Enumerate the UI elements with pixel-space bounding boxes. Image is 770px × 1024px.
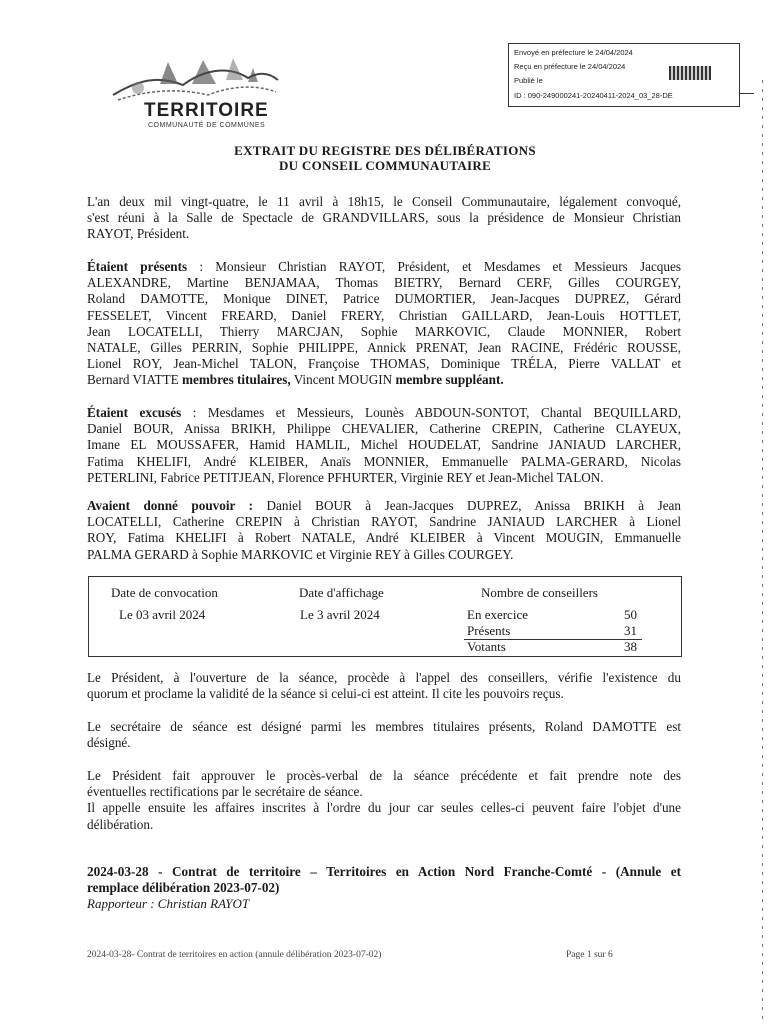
- deliberation-title-line: remplace délibération 2023-07-02): [87, 880, 280, 895]
- intro-paragraph: [87, 194, 681, 243]
- body-line: Le Président, à l'ouverture de la séance, procède à l'appel des conseillers, vérifie l'existence du: [87, 670, 681, 685]
- scan-edge: [762, 80, 763, 1020]
- votants-label: Votants: [467, 639, 506, 654]
- body-line: quorum et proclame la validité de la séance si celui-ci est atteint. Il cite les pouvoirs reçus.: [87, 686, 564, 702]
- excuses-paragraph: [87, 405, 681, 486]
- page-title: EXTRAIT DU REGISTRE DES DÉLIBÉRATIONS: [234, 143, 536, 158]
- appel-paragraph: [87, 670, 681, 702]
- convocation-date: Le 03 avril 2024: [119, 607, 206, 622]
- excuses-line: Daniel BOUR, Anissa BRIKH, Philippe CHEVALIER, Catherine CREPIN, Catherine CLAYEUX,: [87, 421, 681, 437]
- affichage-date: Le 3 avril 2024: [300, 607, 380, 622]
- presents-line: Roland DAMOTTE, Monique DINET, Patrice DUMORTIER, Jean-Jacques DUPREZ, Gérard: [87, 291, 681, 307]
- body-line: désigné.: [87, 735, 131, 751]
- presents-line: [87, 259, 681, 275]
- excuses-label: Étaient excusés: [87, 405, 182, 420]
- territoire-logo: [108, 50, 283, 135]
- divider: [740, 93, 754, 94]
- presents-count-value: 31: [624, 623, 637, 638]
- presents-count-label: Présents: [467, 623, 511, 638]
- presents-line: FESSELET, Vincent FREARD, Daniel FRERY, Christian GAILLARD, Jean-Louis HOTTLET,: [87, 307, 681, 323]
- logo-name: TERRITOIRE: [144, 100, 269, 121]
- deliberation-title-line: 2024-03-28 - Contrat de territoire – Territoires en Action Nord Franche-Comté - (Annule et: [87, 864, 681, 879]
- exercice-label: En exercice: [467, 607, 528, 622]
- stamp-sent: Envoyé en préfecture le 24/04/2024: [514, 48, 633, 57]
- secretaire-paragraph: [87, 719, 681, 751]
- page-number: Page 1 sur 6: [566, 950, 613, 960]
- presents-label: Étaient présents: [87, 259, 188, 274]
- presents-text: Vincent MOUGIN: [290, 372, 396, 388]
- stamp-received: Reçu en préfecture le 24/04/2024: [514, 62, 626, 71]
- conseillers-header: Nombre de conseillers: [481, 585, 598, 600]
- convocation-header: Date de convocation: [111, 585, 218, 600]
- deliberation-title: [87, 864, 681, 896]
- body-line: Il appelle ensuite les affaires inscrites à l'ordre du jour car seules celles-ci peuvent faire l'objet d'une: [87, 800, 681, 816]
- body-line: délibération.: [87, 816, 154, 832]
- presents-line: NATALE, Gilles PERRIN, Sophie PHILIPPE, Annick PRENAT, Jean RACINE, Frédéric ROUSSE,: [87, 340, 681, 356]
- prefecture-stamp: [508, 43, 740, 107]
- exercice-value: 50: [624, 607, 637, 622]
- logo-landscape-icon: [108, 50, 283, 105]
- pouvoirs-line: ROY, Fatima KHELIFI à Robert NATALE, André KLEIBER à Vincent MOUGIN, Emmanuelle: [87, 530, 681, 546]
- suppleant-label: membre suppléant.: [395, 372, 504, 388]
- presents-line: Jean LOCATELLI, Thierry MARCJAN, Sophie MARKOVIC, Claude MONNIER, Robert: [87, 323, 681, 339]
- presents-line: Lionel ROY, Jean-Michel TALON, Françoise THOMAS, Dominique TRÉLA, Pierre VALLAT et: [87, 356, 681, 372]
- excuses-text: : Mesdames et Messieurs, Lounès ABDOUN-SONTOT, Chantal BEQUILLARD,: [181, 405, 681, 420]
- excuses-line: Imane EL MOUSSAFER, Hamid HAMLIL, Michel HOUDELAT, Sandrine JANIAUD LARCHER,: [87, 437, 681, 453]
- presents-paragraph: [87, 259, 681, 389]
- pouvoirs-text: Daniel BOUR à Jean-Jacques DUPREZ, Anissa BRIKH à Jean: [253, 498, 681, 513]
- logo-subtitle: COMMUNAUTÉ DE COMMUNES: [148, 122, 266, 129]
- pouvoirs-label: Avaient donné pouvoir :: [87, 498, 254, 513]
- body-line: Le Président fait approuver le procès-verbal de la séance précédente et fait prendre note des: [87, 768, 681, 783]
- affichage-header: Date d'affichage: [299, 585, 384, 600]
- rapporteur: Rapporteur : Christian RAYOT: [87, 896, 250, 911]
- excuses-line: Fatima KHELIFI, André KLEIBER, Anaïs MONNIER, Emmanuelle PALMA-GERARD, Nicolas: [87, 453, 681, 469]
- titulaires-label: membres titulaires,: [181, 372, 291, 388]
- pouvoirs-line: PALMA GERARD à Sophie MARKOVIC et Virginie REY à Gilles COURGEY.: [87, 546, 514, 562]
- convocation-table: [88, 576, 682, 657]
- excuses-line: [87, 405, 681, 421]
- body-line: Le secrétaire de séance est désigné parmi les membres titulaires présents, Roland DAMOTTE est: [87, 719, 681, 734]
- votants-value: 38: [624, 639, 637, 654]
- presents-text: Bernard VIATTE: [87, 372, 182, 388]
- presents-line: ALEXANDRE, Martine BENJAMAA, Thomas BIETRY, Bernard CERF, Gilles COURGEY,: [87, 275, 681, 291]
- pouvoirs-line: [87, 498, 681, 514]
- barcode-icon: [669, 66, 711, 80]
- footer-reference: 2024-03-28- Contrat de territoires en action (annule délibération 2023-07-02): [87, 950, 382, 960]
- stamp-id: ID : 090-249000241-20240411-2024_03_28-DE: [514, 91, 673, 100]
- page-subtitle: DU CONSEIL COMMUNAUTAIRE: [278, 158, 492, 173]
- presents-text: : Monsieur Christian RAYOT, Président, et Mesdames et Messieurs Jacques: [187, 259, 681, 274]
- intro-line: RAYOT, Président.: [87, 226, 190, 242]
- proces-verbal-paragraph: [87, 768, 681, 833]
- intro-line: L'an deux mil vingt-quatre, le 11 avril à 18h15, le Conseil Communautaire, légalement convoqué,: [87, 194, 681, 209]
- excuses-line: PETERLINI, Fabrice PETITJEAN, Florence PFHURTER, Virginie REY et Jean-Michel TALON.: [87, 469, 604, 485]
- intro-line: s'est réuni à la Salle de Spectacle de GRANDVILLARS, sous la présidence de Monsieur Christian: [87, 210, 681, 226]
- pouvoirs-paragraph: [87, 498, 681, 563]
- stamp-published: Publié le: [514, 76, 543, 85]
- presents-line: [87, 372, 681, 388]
- body-line: éventuelles rectifications par le secrétaire de séance.: [87, 784, 363, 800]
- pouvoirs-line: LOCATELLI, Catherine CREPIN à Christian RAYOT, Sandrine JANIAUD LARCHER à Lionel: [87, 514, 681, 530]
